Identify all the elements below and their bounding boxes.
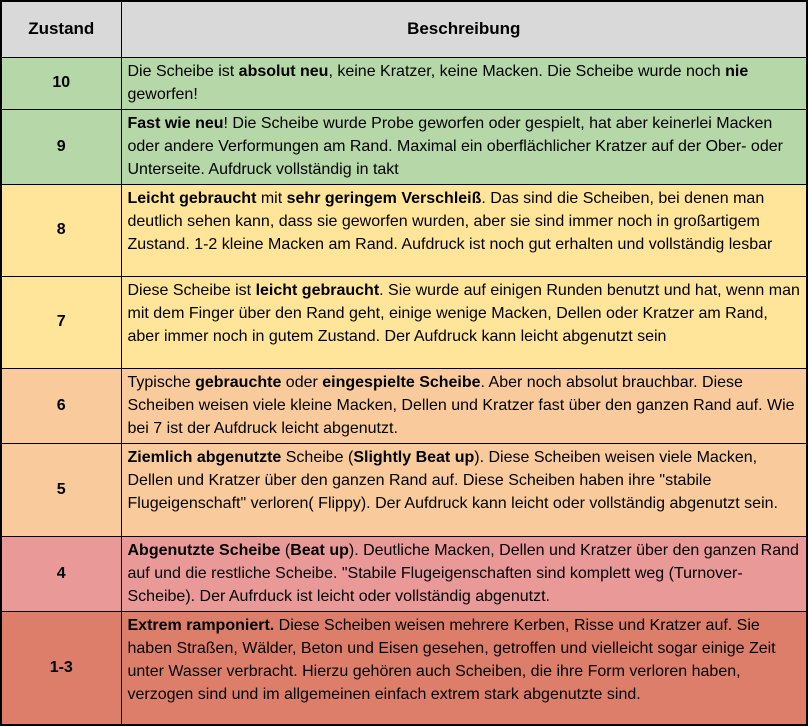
description-segment: Slightly Beat up [353,448,475,466]
description-segment: leicht gebraucht [255,281,380,299]
description-segment: geworfen! [127,85,198,103]
description-segment: Scheibe ( [281,448,354,466]
condition-description [121,368,807,443]
table-row [1,109,807,184]
header-row [1,1,807,57]
description-segment: Diese Scheiben weisen mehrere Kerben, Risse und Kratzer auf. Sie haben Straßen, Wälder, Beton und Eisen gesehen, getroffen und vielleicht sogar einige Zeit unter Wasser verbracht. Hierzu gehören auch Scheiben, die ihre Form verloren haben, verzogen sind und im allgemeinen einfach extrem stark abgenutzte sind. [127,616,776,703]
description-segment: nie [725,62,749,80]
description-segment: eingespielte Scheibe [322,373,481,391]
description-segment: absolut neu [238,62,329,80]
condition-grade: 6 [1,368,121,443]
description-segment: ). Deutliche Macken, Dellen und Kratzer über den ganzen Rand auf und die restliche Scheibe. "Stabile Flugeigenschaften sind komplett weg (Turnover-Scheibe). Der Aufrduck ist leicht oder vollständig abgenutzt. [127,541,799,605]
table-row [1,276,807,368]
condition-description [121,57,807,109]
description-segment: Extrem ramponiert. [127,616,275,634]
condition-grade: 5 [1,443,121,536]
description-segment: gebrauchte [195,373,282,391]
description-segment: Ziemlich abgenutzte [127,448,282,466]
condition-grade: 9 [1,109,121,184]
description-segment: ! Die Scheibe wurde Probe geworfen oder gespielt, hat aber keinerlei Macken oder andere Verformungen am Rand. Maximal ein oberflächlicher Kratzer auf der Ober- oder Unterseite. Aufdruck vollständig in takt [127,114,783,178]
description-segment: Die Scheibe ist [127,62,239,80]
table-row [1,57,807,109]
condition-description [121,443,807,536]
description-segment: Diese Scheibe ist [127,281,256,299]
condition-grade: 1-3 [1,611,121,725]
description-segment: ). Diese Scheiben weisen viele Macken, Dellen und Kratzer über den ganzen Rand auf. Diese Scheiben haben ihre "stabile Flugeigenschaft" verloren( Flippy). Der Aufdruck kann leicht oder vollständig abgenutzt sein. [127,448,778,512]
table-row [1,184,807,276]
column-header-beschreibung: Beschreibung [121,1,807,57]
condition-grade: 4 [1,536,121,611]
description-segment: Fast wie neu [127,114,224,132]
condition-description [121,611,807,725]
table-row [1,443,807,536]
description-segment: Leicht gebraucht [127,189,257,207]
condition-description [121,184,807,276]
condition-grade: 7 [1,276,121,368]
table-row [1,611,807,725]
condition-description [121,536,807,611]
description-segment: . Das sind die Scheiben, bei denen man deutlich sehen kann, dass sie geworfen wurden, aber sie sind immer noch in großartigem Zustand. 1-2 kleine Macken am Rand. Aufdruck ist noch gut erhalten und vollständig lesbar [127,189,773,253]
description-segment: sehr geringem Verschleiß [286,189,482,207]
description-segment: Beat up [290,541,349,559]
condition-description [121,109,807,184]
description-segment: Typische [127,373,196,391]
condition-description [121,276,807,368]
description-segment: oder [281,373,323,391]
description-segment: , keine Kratzer, keine Macken. Die Scheibe wurde noch [328,62,726,80]
column-header-zustand: Zustand [1,1,121,57]
table-row [1,536,807,611]
description-segment: mit [256,189,287,207]
condition-grade: 10 [1,57,121,109]
table-row [1,368,807,443]
description-segment: . Aber noch absolut brauchbar. Diese Scheiben weisen viele kleine Macken, Dellen und Kratzer fast über den ganzen Rand auf. Wie bei 7 ist der Aufdruck leicht abgenutzt. [127,373,795,437]
description-segment: . Sie wurde auf einigen Runden benutzt und hat, wenn man mit dem Finger über den Rand geht, einige wenige Macken, Dellen oder Kratzer am Rand, aber immer noch in gutem Zustand. Der Aufdruck kann leicht abgenutzt sein [127,281,800,345]
description-segment: ( [280,541,291,559]
description-segment: Abgenutzte Scheibe [127,541,281,559]
condition-grade: 8 [1,184,121,276]
